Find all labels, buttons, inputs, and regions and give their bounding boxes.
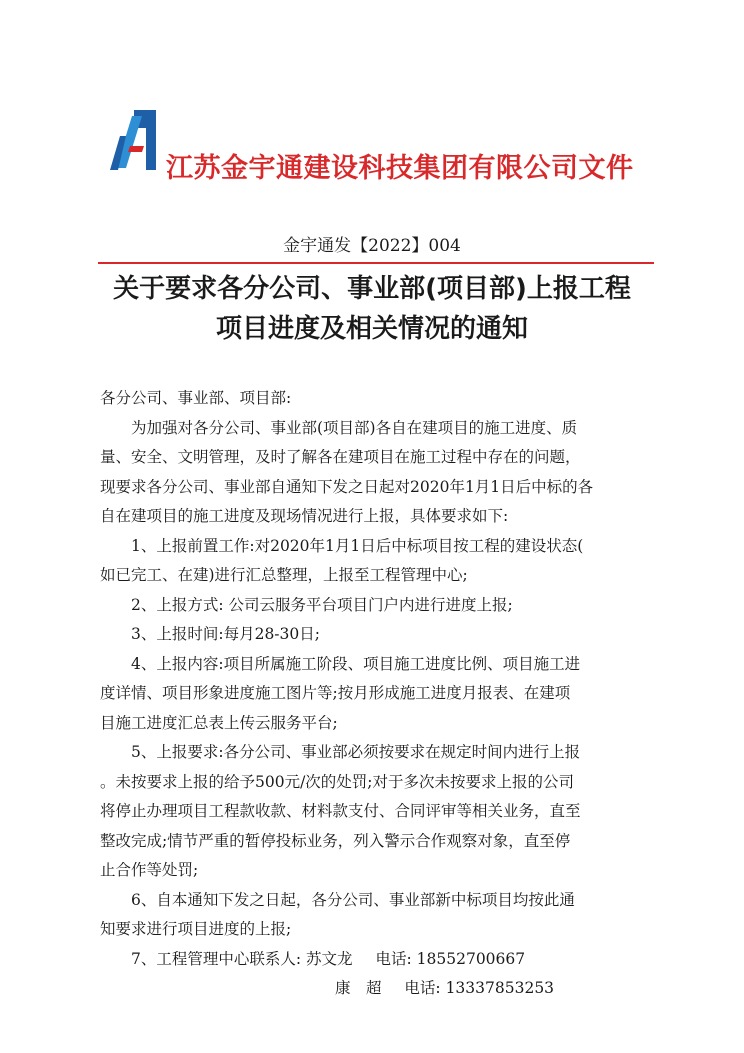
red-divider (98, 262, 654, 264)
salutation: 各分公司、事业部、项目部: (100, 389, 292, 407)
list-item (100, 532, 646, 591)
paragraph-line: 目施工进度汇总表上传云服务平台; (100, 713, 338, 732)
paragraph-line: 自在建项目的施工进度及现场情况进行上报，具体要求如下: (100, 507, 509, 525)
paragraph-line: 为加强对各分公司、事业部(项目部)各自在建项目的施工进度、质 (131, 418, 578, 437)
org-title: 江苏金宇通建设科技集团有限公司文件 (166, 153, 634, 184)
intro-paragraph (100, 414, 646, 532)
document-body (100, 384, 646, 1004)
contact-name: 康 超 (334, 979, 382, 997)
contact-phone: 18552700667 (416, 949, 526, 968)
paragraph-line: 量、安全、文明管理，及时了解各在建项目在施工过程中存在的问题， (100, 448, 581, 466)
list-item (100, 738, 646, 886)
list-item (100, 886, 646, 945)
paragraph-line: 知要求进行项目进度的上报; (100, 920, 292, 938)
contact-label: 7、工程管理中心联系人: (131, 949, 302, 968)
paragraph-line: 整改完成;情节严重的暂停投标业务，列入警示合作观察对象，直至停 (100, 831, 571, 850)
document-number: 金宇通发【2022】004 (283, 236, 461, 256)
contact-name: 苏文龙 (306, 949, 353, 968)
contact-line-1 (100, 945, 646, 975)
paragraph-line: 。未按要求上报的给予500元/次的处罚;对于多次未按要求上报的公司 (100, 772, 575, 791)
paragraph-line: 止合作等处罚; (100, 861, 199, 879)
paragraph-line: 1、上报前置工作:对2020年1月1日后中标项目按工程的建设状态( (131, 536, 584, 555)
tel-label: 电话: (375, 949, 412, 968)
list-item (100, 650, 646, 739)
document-title-line-1: 关于要求各分公司、事业部(项目部)上报工程 (113, 274, 631, 304)
list-item (100, 620, 646, 650)
tel-label: 电话: (404, 979, 441, 997)
paragraph-line: 如已完工、在建)进行汇总整理，上报至工程管理中心; (100, 566, 468, 584)
paragraph-line: 4、上报内容:项目所属施工阶段、项目施工进度比例、项目施工进 (131, 654, 581, 673)
paragraph-line: 3、上报时间:每月28-30日; (131, 625, 320, 643)
paragraph-line: 度详情、项目形象进度施工图片等;按月形成施工进度月报表、在建项 (100, 684, 571, 702)
contact-line-2 (100, 974, 646, 1004)
paragraph-line: 5、上报要求:各分公司、事业部必须按要求在规定时间内进行上报 (131, 743, 581, 761)
document-title-line-2: 项目进度及相关情况的通知 (215, 314, 528, 344)
paragraph-line: 2、上报方式: 公司云服务平台项目门户内进行进度上报; (131, 595, 513, 614)
company-logo-icon (108, 106, 166, 172)
paragraph-line: 现要求各分公司、事业部自通知下发之日起对2020年1月1日后中标的各 (100, 477, 594, 496)
contact-phone: 13337853253 (445, 979, 555, 997)
list-item (100, 591, 646, 621)
paragraph-line: 将停止办理项目工程款收款、材料款支付、合同评审等相关业务，直至 (100, 802, 581, 820)
paragraph-line: 6、自本通知下发之日起，各分公司、事业部新中标项目均按此通 (131, 890, 575, 909)
